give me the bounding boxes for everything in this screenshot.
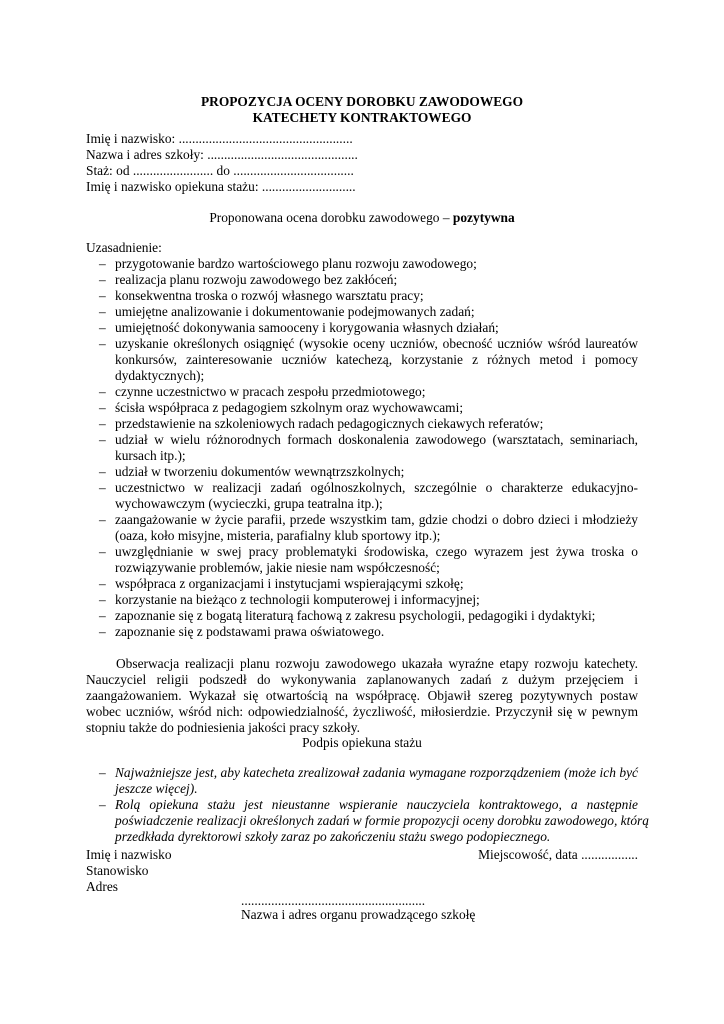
document-title-line-2: KATECHETY KONTRAKTOWEGO xyxy=(252,110,472,125)
observation-paragraph: Obserwacja realizacji planu rozwoju zawodowego ukazała wyraźne etapy rozwoju katechety. Nauczyciel religii podszedł do wykonywania zaplanowanych zadań z dużym przejęciem i zaangażowaniem. Wykazał się otwartością na współpracę. Objawił szereg pozytywnych postaw wobec uczniów, wśród nich: odpowiedzialność, życzliwość, miłosierdzie. Przyczynił się w pewnym stopniu także do podniesienia jakości pracy szkoły. xyxy=(86,656,638,735)
list-item: uczestnictwo w realizacji zadań ogólnoszkolnych, szczególnie o charakterze edukacyjno- wychowawczym (wycieczki, grupa teatralna itp.); xyxy=(115,480,638,511)
list-dash: – xyxy=(99,480,106,495)
footer-position-label: Stanowisko xyxy=(86,863,149,878)
mentor-signature-label: Podpis opiekuna stażu xyxy=(302,735,422,750)
list-dash: – xyxy=(99,256,106,271)
list-item: realizacja planu rozwoju zawodowego bez zakłóceń; xyxy=(115,272,398,287)
assessment-prefix: Proponowana ocena dorobku zawodowego – xyxy=(209,210,453,225)
list-item: ścisła współpraca z pedagogiem szkolnym oraz wychowawcami; xyxy=(115,400,464,415)
list-item: zapoznanie się z bogatą literaturą fachową z zakresu psychologii, pedagogiki i dydaktyki; xyxy=(115,608,596,623)
list-dash: – xyxy=(99,464,106,479)
list-dash: – xyxy=(99,304,106,319)
list-dash: – xyxy=(99,432,106,447)
list-item: czynne uczestnictwo w pracach zespołu przedmiotowego; xyxy=(115,384,426,399)
assessment-value: pozytywna xyxy=(452,210,515,225)
footer-address-label: Adres xyxy=(86,879,118,894)
list-item: umiejętne analizowanie i dokumentowanie podejmowanych zadań; xyxy=(115,304,475,319)
list-dash: – xyxy=(99,576,106,591)
document-title-line-1: PROPOZYCJA OCENY DOROBKU ZAWODOWEGO xyxy=(200,94,523,109)
place-date-field: Miejscowość, data ................. xyxy=(478,847,638,862)
list-dash: – xyxy=(99,336,106,351)
list-item: konsekwentna troska o rozwój własnego warsztatu pracy; xyxy=(115,288,424,303)
field-school: Nazwa i adres szkoły: ............................................. xyxy=(86,147,358,162)
list-item: zapoznanie się z podstawami prawa oświatowego. xyxy=(115,624,385,639)
organ-label: Nazwa i adres organu prowadzącego szkołę xyxy=(241,907,476,922)
list-dash: – xyxy=(99,624,106,639)
note-item: Najważniejsze jest, aby katecheta zrealizował zadania wymagane rozporządzeniem (może ich być jeszcze więcej). xyxy=(115,765,638,796)
organ-dotted-line: ....................................................... xyxy=(241,893,426,908)
list-item: umiejętność dokonywania samooceny i korygowania własnych działań; xyxy=(115,320,499,335)
list-item: uwzględnianie w swej pracy problematyki środowiska, czego wyrazem jest żywa troska o rozwiązywanie problemów, jakie niesie nam współczesność; xyxy=(115,544,638,575)
list-item: udział w wielu różnorodnych formach doskonalenia zawodowego (warsztatach, seminariach, kursach itp.); xyxy=(115,432,638,463)
list-dash: – xyxy=(99,288,106,303)
field-internship-period: Staż: od ........................ do .................................... xyxy=(86,163,354,178)
list-dash: – xyxy=(99,512,106,527)
list-item: udział w tworzeniu dokumentów wewnątrzszkolnych; xyxy=(115,464,405,479)
list-dash: – xyxy=(99,272,106,287)
assessment-line xyxy=(0,210,724,226)
field-name: Imię i nazwisko: .................................................... xyxy=(86,131,353,146)
list-dash: – xyxy=(99,416,106,431)
list-dash: – xyxy=(99,592,106,607)
list-dash: – xyxy=(99,384,106,399)
list-item: przygotowanie bardzo wartościowego planu rozwoju zawodowego; xyxy=(115,256,477,271)
note-dash: – xyxy=(99,797,106,812)
list-dash: – xyxy=(99,400,106,415)
list-item: współpraca z organizacjami i instytucjami wspierającymi szkołę; xyxy=(115,576,464,591)
list-dash: – xyxy=(99,544,106,559)
field-mentor-name: Imię i nazwisko opiekuna stażu: ............................ xyxy=(86,179,356,194)
justification-heading: Uzasadnienie: xyxy=(86,240,162,255)
list-dash: – xyxy=(99,320,106,335)
list-item: korzystanie na bieżąco z technologii komputerowej i informacyjnej; xyxy=(115,592,480,607)
list-dash: – xyxy=(99,608,106,623)
list-item: przedstawienie na szkoleniowych radach pedagogicznych ciekawych referatów; xyxy=(115,416,544,431)
note-dash: – xyxy=(99,765,106,780)
list-item: uzyskanie określonych osiągnięć (wysokie oceny uczniów, obecność uczniów wśród laureatów konkursów, zainteresowanie uczniów katechezą, korzystanie z różnych metod i pomocy dydaktycznych); xyxy=(115,336,638,383)
note-item: Rolą opiekuna stażu jest nieustanne wspieranie nauczyciela kontraktowego, a następnie poświadczenie realizacji określonych zadań w formie propozycji oceny dorobku zawodowego, którą przedkłada dyrektorowi szkoły zaraz po zakończeniu stażu swego podopiecznego. xyxy=(115,797,649,844)
list-item: zaangażowanie w życie parafii, przede wszystkim tam, gdzie chodzi o dobro dzieci i młodzieży (oaza, koło misyjne, misteria, parafialny klub sportowy itp.); xyxy=(115,512,638,543)
footer-name-label: Imię i nazwisko xyxy=(86,847,172,862)
